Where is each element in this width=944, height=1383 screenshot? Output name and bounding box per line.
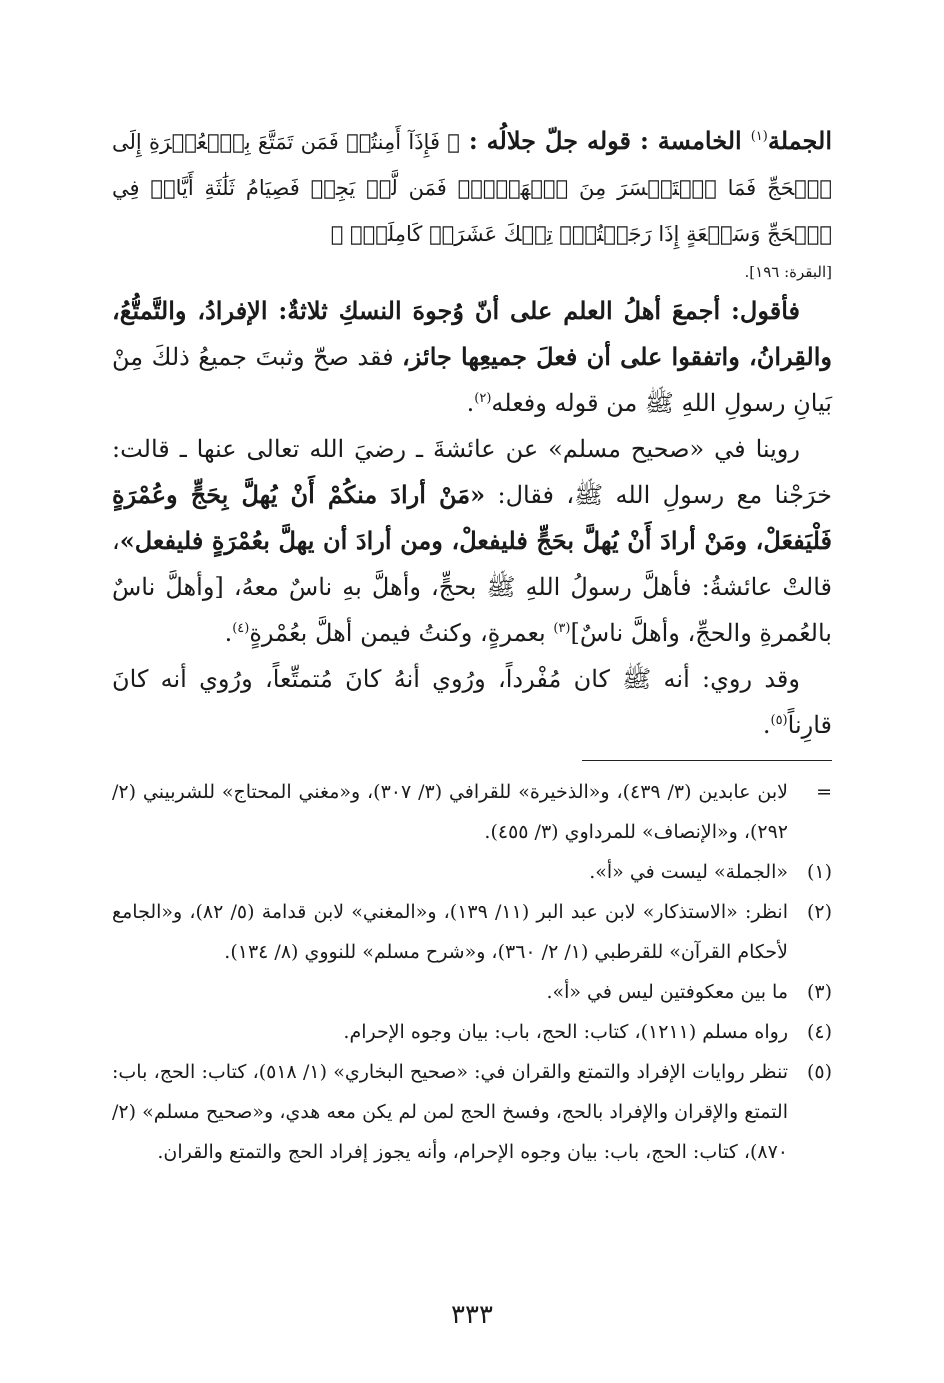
footnote-continued: = لابن عابدين (٣/ ٤٣٩)، و«الذخيرة» للقرافي (٣/ ٣٠٧)، و«مغني المحتاج» للشربيني (٢/ ٢٩٢)، و«الإنصاف» للمرداوي (٣/ ٤٥٥). <box>112 781 832 843</box>
footnote-ref-1: (١) <box>750 129 768 144</box>
footnote-4: (٤) رواه مسلم (١٢١١)، كتاب: الحج، باب: بيان وجوه الإحرام. <box>343 1021 832 1043</box>
footnotes <box>112 772 832 1172</box>
footnote-ref-5: (٥) <box>770 713 788 728</box>
hadith-quote: «مَنْ أرادَ منكُمْ أَنْ يُهلَّ بِحَجٍّ وعُمْرَةٍ فَلْيَفعَلْ، ومَنْ أرادَ أَنْ يُهلَّ بحَجٍّ فليفعلْ، ومن أرادَ أن يهلَّ بعُمْرَةٍ فليفعل» <box>112 480 832 555</box>
footnote-ref-3: (٣) <box>553 621 571 636</box>
paragraph-1 <box>112 118 832 288</box>
sentence-label: الجملة <box>767 126 833 155</box>
paragraph-2-bold: فأقول: أجمعَ أهلُ العلم على أنّ وُجوهَ النسكِ ثلاثةٌ: الإفرادُ، والتَّمتُّعُ، والقِرانُ، واتفقوا على أن فعلَ جميعِها جائز، <box>112 296 832 371</box>
paragraph-2-text: فقد صحّ وثبتَ جميعُ ذلكَ مِنْ بَيانِ رسولِ اللهِ ﷺ من قوله وفعله <box>112 343 832 417</box>
footnote-2: (٢) انظر: «الاستذكار» لابن عبد البر (١١/ ١٣٩)، و«المغني» لابن قدامة (٥/ ٨٢)، و«الجامع لأحكام القرآن» للقرطبي (١/ ٢/ ٣٦٠)، و«شرح مسلم» للنووي (٨/ ١٣٤). <box>112 901 832 963</box>
paragraph-3: روينا في «صحيح مسلم» عن عائشةَ ـ رضيَ الله تعالى عنها ـ قالت: خرَجْنا مع رسولِ الله ﷺ، فقال: «مَنْ أرادَ منكُمْ أَنْ يُهلَّ بِحَجٍّ وعُمْرَةٍ فَلْيَفعَلْ، ومَنْ أرادَ أَنْ يُهلَّ بحَجٍّ فليفعلْ، ومن أرادَ أن يهلَّ بعُمْرَةٍ فليفعل»، قالتْ عائشةُ: فأهلَّ رسولُ اللهِ ﷺ بحجٍّ، وأهلَّ بهِ ناسٌ معهُ، [وأهلَّ ناسٌ بالعُمرةِ والحجِّ، وأهلَّ ناسٌ]$^{(٣)}$ بعمرةٍ، وكنتُ فيمن أهلَّ بعُمْرةٍ$^{(٤)}$. <box>112 435 833 647</box>
sentence-intro: الخامسة : قوله جلّ جلالُه : <box>459 126 751 155</box>
main-text <box>112 118 832 748</box>
footnote-5: (٥) تنظر روايات الإفراد والتمتع والقران في: «صحيح البخاري» (١/ ٥١٨)، كتاب: الحج، باب: التمتع والإقران والإفراد بالحج، وفسخ الحج لمن لم يكن معه هدي، و«صحيح مسلم» (٢/ ٨٧٠)، كتاب: الحج، باب: بيان وجوه الإحرام، وأنه يجوز إفراد الحج والتمتع والقران. <box>112 1061 832 1163</box>
paragraph-4-text: وقد روي: أنه ﷺ كان مُفْرداً، ورُوي أنهُ كانَ مُتمتِّعاً، ورُوي أنه كانَ قارِناً <box>112 665 832 739</box>
paragraph-4: وقد روي: أنه ﷺ كان مُفْرداً، ورُوي أنهُ كانَ مُتمتِّعاً، ورُوي أنه كانَ قارِناً$^{(٥)}$. <box>112 665 832 739</box>
quran-verse: ﴿ فَإِذَآ أَمِنتُمۡ فَمَن تَمَتَّعَ بِٱلۡعُمۡرَةِ إِلَى ٱلۡحَجِّ فَمَا ٱسۡتَيۡسَرَ مِنَ ٱلۡهَدۡيِۚ فَمَن لَّمۡ يَجِدۡ فَصِيَامُ ثَلَٰثَةِ أَيَّامٖ فِي ٱلۡحَجِّ وَسَبۡعَةٍ إِذَا رَجَعۡتُمۡۗ تِلۡكَ عَشَرَةٞ كَامِلَةٞۗ ﴾ <box>112 130 832 246</box>
paragraph-2: فأقول: أجمعَ أهلُ العلم على أنّ وُجوهَ النسكِ ثلاثةٌ: الإفرادُ، والتَّمتُّعُ، والقِرانُ، واتفقوا على أن فعلَ جميعِها جائز، فقد صحّ وثبتَ جميعُ ذلكَ مِنْ بَيانِ رسولِ اللهِ ﷺ من قوله وفعله$^{(٢)}$. <box>112 296 832 417</box>
verse-citation: [البقرة: ١٩٦]. <box>744 263 832 281</box>
paragraph-3-b: ، قالتْ عائشةُ: فأهلَّ رسولُ اللهِ ﷺ بحجٍّ، وأهلَّ بهِ ناسٌ معهُ، [وأهلَّ ناسٌ بالعُمرةِ والحجِّ، وأهلَّ ناسٌ] <box>112 527 832 647</box>
footnote-separator <box>112 748 832 772</box>
page-number: ٣٣٣ <box>451 1300 493 1330</box>
footnote-ref-4: (٤) <box>232 621 250 636</box>
paragraph-3-a: روينا في «صحيح مسلم» عن عائشةَ ـ رضيَ الله تعالى عنها ـ قالت: خرَجْنا مع رسولِ الله ﷺ، فقال: <box>112 435 833 509</box>
footnote-3: (٣) ما بين معكوفتين ليس في «أ». <box>546 981 832 1003</box>
paragraph-3-c: بعمرةٍ، وكنتُ فيمن أهلَّ بعُمْرةٍ <box>249 619 554 647</box>
footnote-1: (١) «الجملة» ليست في «أ». <box>589 861 832 883</box>
footnote-ref-2: (٢) <box>474 391 492 406</box>
